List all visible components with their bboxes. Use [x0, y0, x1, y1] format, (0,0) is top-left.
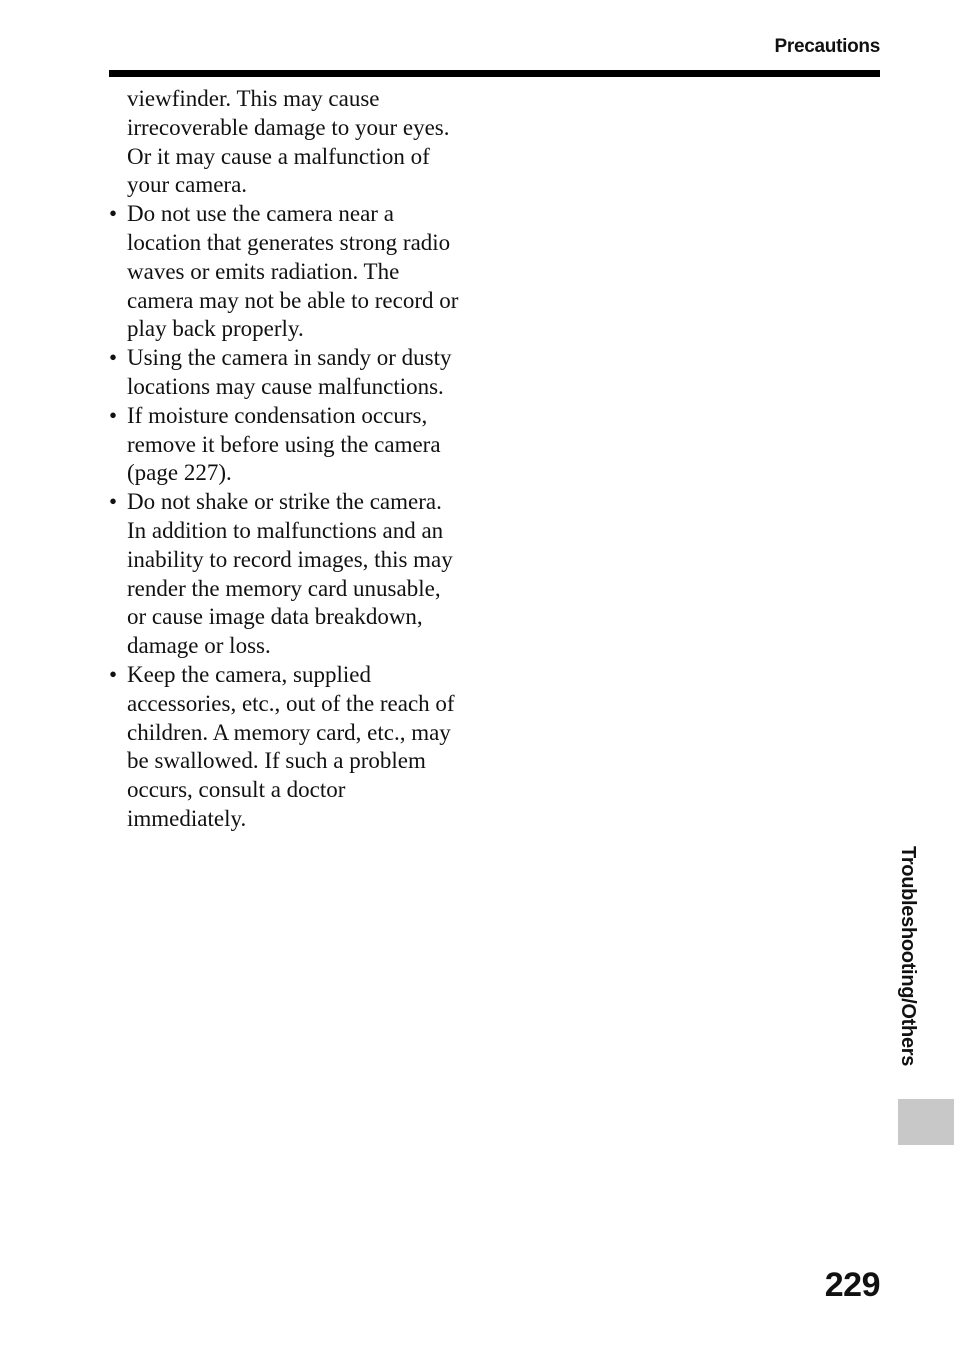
text-line: inability to record images, this may — [127, 546, 453, 572]
list-item — [109, 661, 479, 834]
side-tab-marker — [898, 1099, 954, 1145]
precautions-list — [109, 200, 479, 834]
list-item — [109, 402, 479, 488]
text-line: occurs, consult a doctor — [127, 777, 346, 803]
bullet-icon: • — [109, 201, 118, 227]
side-tab-label-text: Troubleshooting/Others — [897, 846, 919, 1067]
text-line: viewfinder. This may cause — [127, 86, 380, 111]
bullet-icon: • — [109, 489, 118, 515]
text-line: (page 227). — [127, 460, 232, 486]
list-item — [109, 344, 479, 402]
text-line: children. A memory card, etc., may — [127, 719, 451, 745]
text-line: location that generates strong radio — [127, 229, 451, 255]
text-line: Do not use the camera near a — [127, 201, 394, 227]
text-line: be swallowed. If such a problem — [127, 748, 426, 774]
text-line: accessories, etc., out of the reach of — [127, 690, 455, 716]
header-rule — [109, 70, 880, 77]
text-line: or cause image data breakdown, — [127, 604, 423, 630]
text-line: If moisture condensation occurs, — [127, 402, 428, 428]
text-line: Do not shake or strike the camera. — [127, 489, 442, 515]
bullet-icon: • — [109, 402, 118, 428]
text-line: irrecoverable damage to your eyes. — [127, 114, 450, 140]
text-line: play back properly. — [127, 316, 304, 342]
text-line: camera may not be able to record or — [127, 287, 459, 313]
continuation-paragraph — [109, 85, 479, 200]
running-head: Precautions — [774, 36, 880, 57]
bullet-icon: • — [109, 661, 118, 687]
bullet-icon: • — [109, 345, 118, 371]
text-line: Keep the camera, supplied — [127, 661, 371, 687]
text-line: damage or loss. — [127, 633, 271, 659]
text-line: render the memory card unusable, — [127, 575, 441, 601]
text-line: immediately. — [127, 805, 247, 831]
text-line: your camera. — [127, 172, 248, 198]
text-line: locations may cause malfunctions. — [127, 373, 444, 399]
text-line: In addition to malfunctions and an — [127, 517, 444, 543]
page-number: 229 — [824, 1266, 880, 1304]
list-item — [109, 488, 479, 661]
body-column — [109, 85, 479, 834]
text-line: waves or emits radiation. The — [127, 258, 400, 284]
text-line: Or it may cause a malfunction of — [127, 143, 430, 169]
text-line: remove it before using the camera — [127, 431, 441, 457]
list-item — [109, 200, 479, 344]
side-tab-label — [896, 846, 920, 1086]
text-line: Using the camera in sandy or dusty — [127, 345, 452, 371]
